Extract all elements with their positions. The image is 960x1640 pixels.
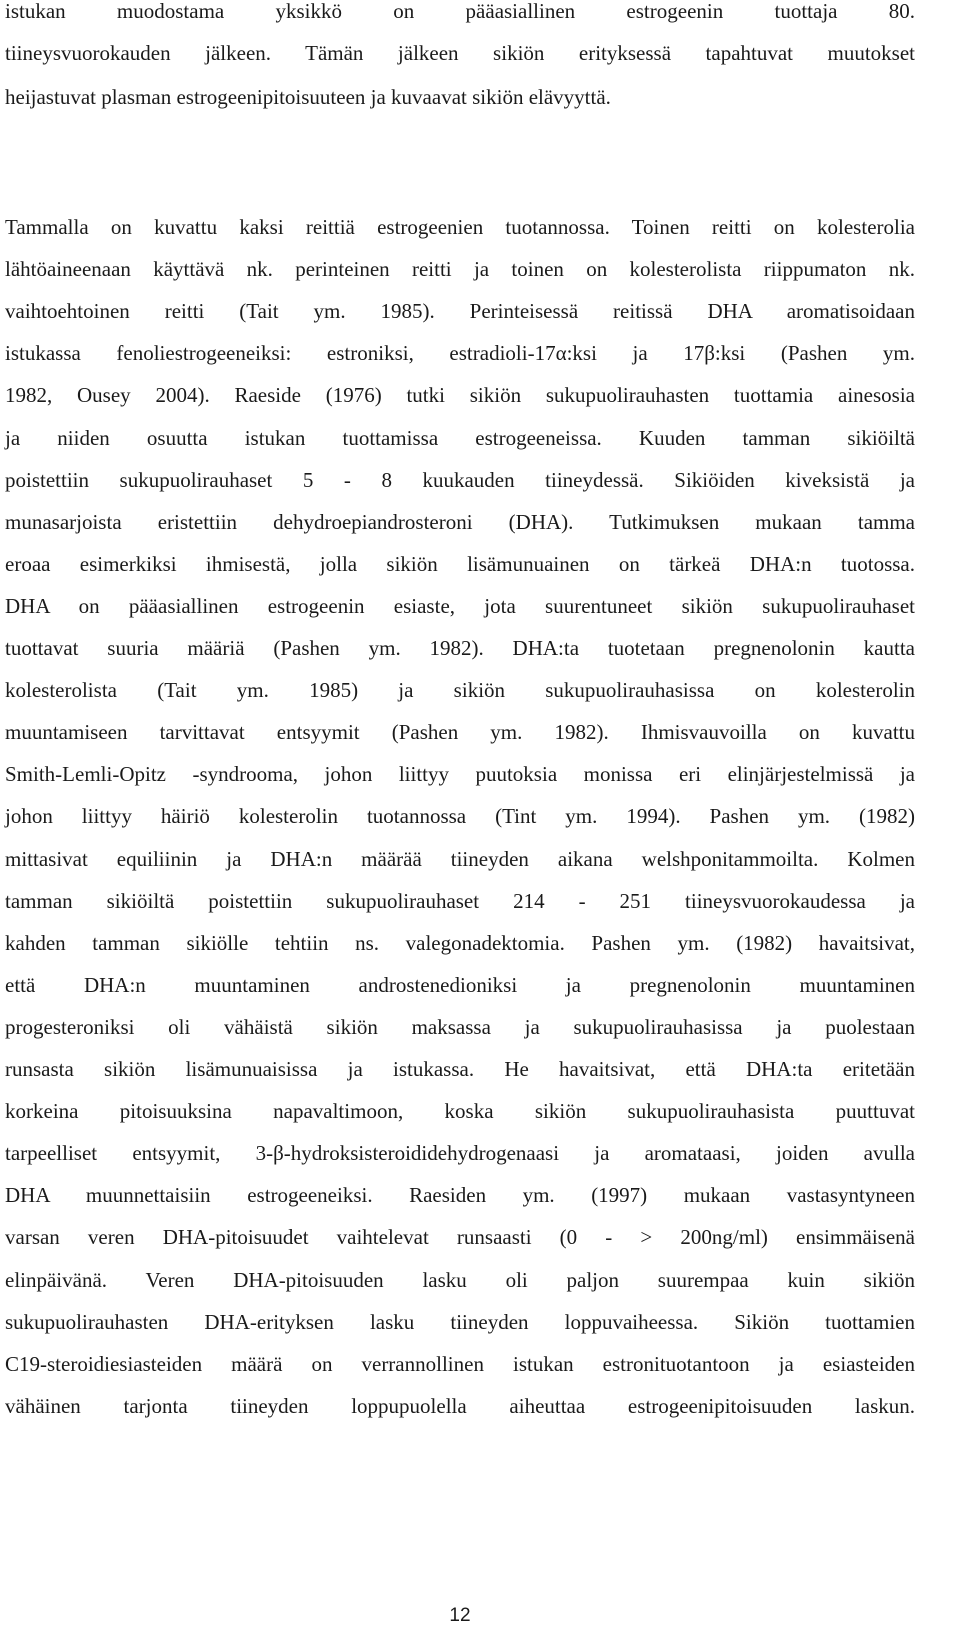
text-line: elinpäivänä. Veren DHA-pitoisuuden lasku oli paljon suurempaa kuin sikiön bbox=[5, 1268, 915, 1292]
text-line: poistettiin sukupuolirauhaset 5 - 8 kuukauden tiineydessä. Sikiöiden kiveksistä ja bbox=[5, 468, 915, 492]
text-line: runsasta sikiön lisämunuaisissa ja istukassa. He havaitsivat, että DHA:ta eritetään bbox=[5, 1057, 915, 1081]
text-line: kolesterolista (Tait ym. 1985) ja sikiön sukupuolirauhasissa on kolesterolin bbox=[5, 678, 915, 702]
text-line: lähtöaineenaan käyttävä nk. perinteinen reitti ja toinen on kolesterolista riippumaton nk. bbox=[5, 257, 915, 281]
text-line: mittasivat equiliinin ja DHA:n määrää tiineyden aikana welshponitammoilta. Kolmen bbox=[5, 847, 915, 871]
text-line: tamman sikiöiltä poistettiin sukupuolirauhaset 214 - 251 tiineysvuorokaudessa ja bbox=[5, 889, 915, 913]
text-line: tiineysvuorokauden jälkeen. Tämän jälkeen sikiön erityksessä tapahtuvat muutokset bbox=[5, 41, 915, 65]
text-line: tarpeelliset entsyymit, 3-β-hydroksisteroididehydrogenaasi ja aromataasi, joiden avulla bbox=[5, 1141, 915, 1165]
text-line: kahden tamman sikiölle tehtiin ns. valegonadektomia. Pashen ym. (1982) havaitsivat, bbox=[5, 931, 915, 955]
text-line: vaihtoehtoinen reitti (Tait ym. 1985). Perinteisessä reitissä DHA aromatisoidaan bbox=[5, 299, 915, 323]
text-line: Smith-Lemli-Opitz -syndrooma, johon liittyy puutoksia monissa eri elinjärjestelmissä ja bbox=[5, 762, 915, 786]
text-line: sukupuolirauhasten DHA-erityksen lasku tiineyden loppuvaiheessa. Sikiön tuottamien bbox=[5, 1310, 915, 1334]
text-line: varsan veren DHA-pitoisuudet vaihtelevat runsaasti (0 - > 200ng/ml) ensimmäisenä bbox=[5, 1225, 915, 1249]
text-line: Tammalla on kuvattu kaksi reittiä estrogeenien tuotannossa. Toinen reitti on kolesterolia bbox=[5, 215, 915, 239]
text-line: tuottavat suuria määriä (Pashen ym. 1982). DHA:ta tuotetaan pregnenolonin kautta bbox=[5, 636, 915, 660]
text-line: että DHA:n muuntaminen androstenedioniksi ja pregnenolonin muuntaminen bbox=[5, 973, 915, 997]
text-line: 1982, Ousey 2004). Raeside (1976) tutki sikiön sukupuolirauhasten tuottamia ainesosia bbox=[5, 383, 915, 407]
text-line: DHA on pääasiallinen estrogeenin esiaste, jota suurentuneet sikiön sukupuolirauhaset bbox=[5, 594, 915, 618]
text-line: vähäinen tarjonta tiineyden loppupuolella aiheuttaa estrogeenipitoisuuden laskun. bbox=[5, 1394, 915, 1418]
text-line: ja niiden osuutta istukan tuottamissa estrogeeneissa. Kuuden tamman sikiöiltä bbox=[5, 426, 915, 450]
text-line: istukassa fenoliestrogeeneiksi: estroniksi, estradioli-17α:ksi ja 17β:ksi (Pashen ym. bbox=[5, 341, 915, 365]
text-line: istukan muodostama yksikkö on pääasiallinen estrogeenin tuottaja 80. bbox=[5, 0, 915, 23]
text-line: DHA muunnettaisiin estrogeeneiksi. Raesiden ym. (1997) mukaan vastasyntyneen bbox=[5, 1183, 915, 1207]
text-line: korkeina pitoisuuksina napavaltimoon, koska sikiön sukupuolirauhasista puuttuvat bbox=[5, 1099, 915, 1123]
text-line: johon liittyy häiriö kolesterolin tuotannossa (Tint ym. 1994). Pashen ym. (1982) bbox=[5, 804, 915, 828]
text-line: heijastuvat plasman estrogeenipitoisuuteen ja kuvaavat sikiön elävyyttä. bbox=[5, 85, 611, 109]
text-line: C19-steroidiesiasteiden määrä on verrannollinen istukan estronituotantoon ja esiasteiden bbox=[5, 1352, 915, 1376]
text-line: muuntamiseen tarvittavat entsyymit (Pashen ym. 1982). Ihmisvauvoilla on kuvattu bbox=[5, 720, 915, 744]
text-line: munasarjoista eristettiin dehydroepiandrosteroni (DHA). Tutkimuksen mukaan tamma bbox=[5, 510, 915, 534]
text-line: eroaa esimerkiksi ihmisestä, jolla sikiön lisämunuainen on tärkeä DHA:n tuotossa. bbox=[5, 552, 915, 576]
text-line: progesteroniksi oli vähäistä sikiön maksassa ja sukupuolirauhasissa ja puolestaan bbox=[5, 1015, 915, 1039]
page-number: 12 bbox=[449, 1605, 471, 1626]
